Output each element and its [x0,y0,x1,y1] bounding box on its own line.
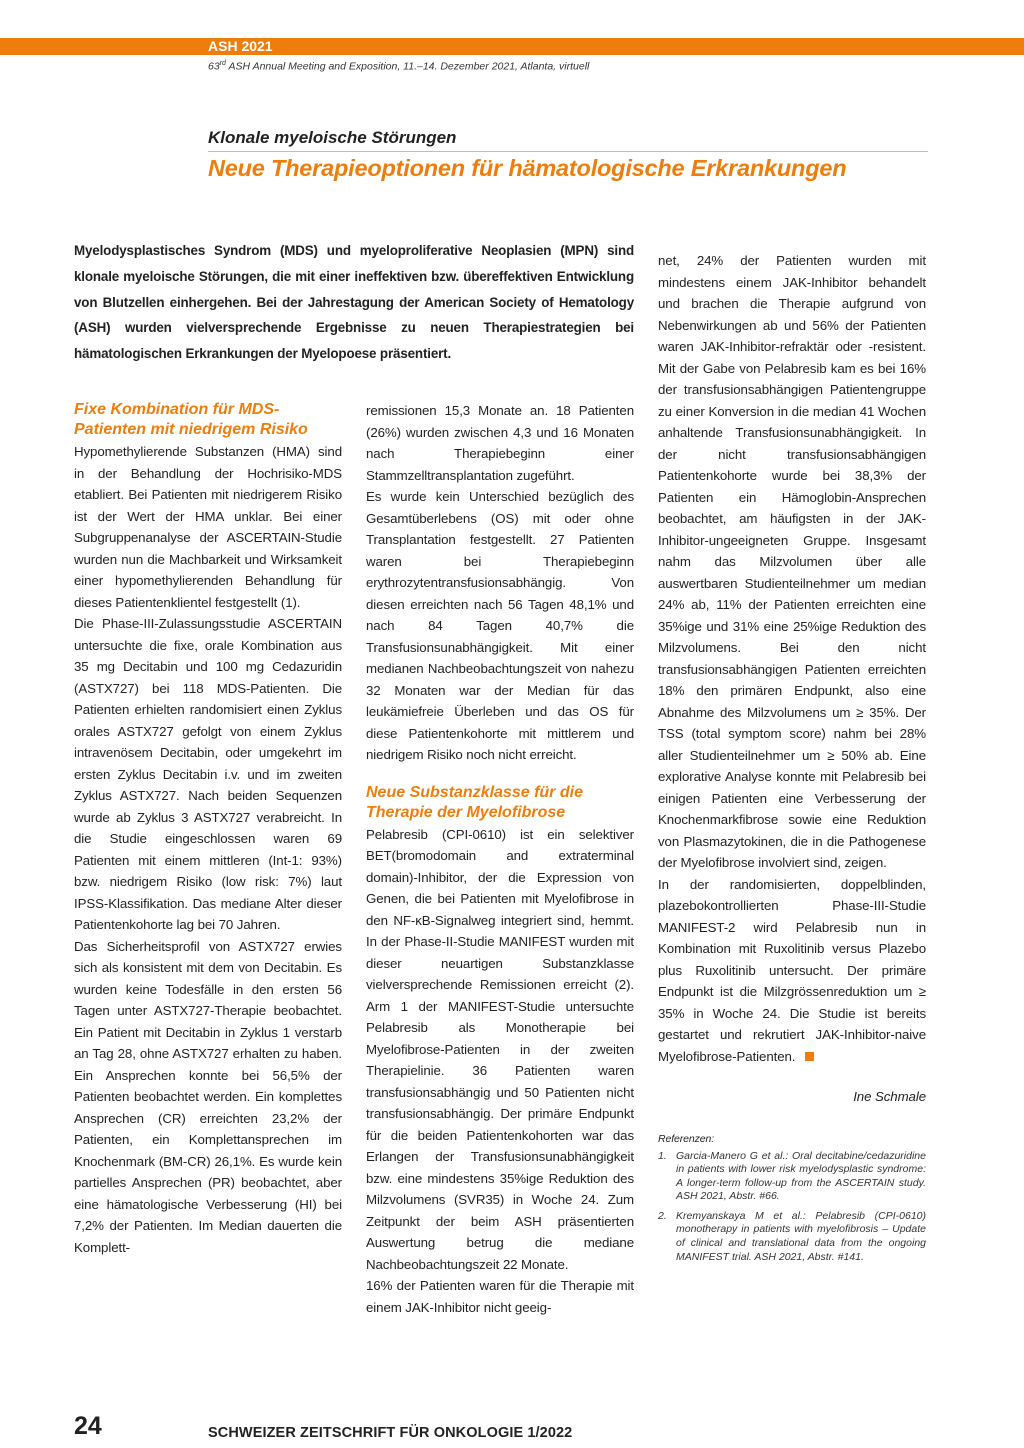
article-title: Neue Therapieoptionen für hämatologische Erkrankungen [208,155,847,181]
article-end-square-icon [805,1052,814,1061]
conference-subtitle [208,60,589,73]
author-name: Ine Schmale [853,1089,926,1104]
reference-number: 1. [658,1149,667,1162]
paragraph: remissionen 15,3 Monate an. 18 Patienten (26%) wurden zwischen 4,3 und 16 Monaten nach Therapiebeginn einer Stammzelltransplantation zugeführt. [366,403,634,483]
column-middle [366,400,634,1318]
paragraph: Die Phase-III-Zulassungsstudie ASCERTAIN untersuchte die fixe, orale Kombination aus 35 mg Decitabin und 100 mg Cedazuridin (ASTX727) bei 118 MDS-Patienten. Die Patienten erhielten randomisiert einen Zyklus orales ASTX727 gefolgt von einem Zyklus intravenösem Decitabin, oder umgekehrt im ersten Zyklus Decitabin i.v. und im zweiten Zyklus ASTX727. Nach beiden Sequenzen wurde ab Zyklus 3 ASTX727 verabreicht. In die Studie eingeschlossen waren 69 Patienten mit einem mittleren (Int-1: 93%) bzw. niedrigem Risiko (low risk: 7%) laut IPSS-Klassifikation. Das mediane Alter dieser Patientenkohorte lag bei 70 Jahren. [74,616,342,932]
references-title: Referenzen: [658,1132,715,1145]
section-label: Klonale myeloische Störungen [208,128,457,147]
article-lead: Myelodysplastisches Syndrom (MDS) und myeloproliferative Neoplasien (MPN) sind klonale myeloische Störungen, die mit einer ineffektiven bzw. übereffektiven Entwicklung von Blutzellen einhergehen. Bei der Jahrestagung der American Society of Hematology (ASH) wurden vielversprechende Ergebnisse zu neuen Therapiestrategien bei hämatologischen Erkrankungen der Myelopoese präsentiert. [74,243,634,362]
paragraph: Das Sicherheitsprofil von ASTX727 erwies sich als konsistent mit dem von Decitabin. Es wurden keine Todesfälle in den ersten 56 Tagen unter ASTX727-Therapie beobachtet. Ein Patient mit Decitabin in Zyklus 1 verstarb an Tag 28, ohne ASTX727 erhalten zu haben. Ein Ansprechen konnte bei 56,5% der Patienten beobachtet werden. Ein komplettes Ansprechen (CR) erreichten 23,2% der Patienten, ein Komplettansprechen im Knochenmark (BM-CR) 26,1%. Es wurde kein partielles Ansprechen (PR) beobachtet, aber eine hämatologische Verbesserung (HI) bei 7,2% der Patienten. Im Median dauerten die Komplett- [74,938,342,1255]
reference-text: Garcia-Manero G et al.: Oral decitabine/cedazuridine in patients with lower risk myelodysplastic syndrome: A longer-term follow-up from the ASCERTAIN study. ASH 2021, Abstr. #66. [676,1149,926,1203]
conference-ordinal: 63 [208,60,220,73]
paragraph: Hypomethylierende Substanzen (HMA) sind in der Behandlung der Hochrisiko-MDS etabliert. Bei Patienten mit niedrigerem Risiko ist der Wert der HMA unklar. Bei einer Subgruppenanalyse der ASCERTAIN-Studie wurden nun die Machbarkeit und Wirksamkeit einer hypomethylierenden Behandlung für dieses Patientenklientel festgestellt (1). [74,444,342,610]
column-left [74,400,342,1258]
journal-name: SCHWEIZER ZEITSCHRIFT FÜR ONKOLOGIE 1/2022 [208,1425,573,1441]
conference-ordinal-suffix: rd [219,60,226,67]
subheading-mds: Fixe Kombination für MDS-Patienten mit niedrigem Risiko [74,401,308,438]
reference-item [658,1210,926,1264]
section-divider [208,151,928,152]
page-number: 24 [74,1412,102,1440]
reference-item [658,1150,926,1204]
column-right [658,250,926,1270]
reference-number: 2. [658,1209,667,1222]
paragraph: Es wurde kein Unterschied bezüglich des Gesamtüberlebens (OS) mit oder ohne Transplantation festgestellt. 27 Patienten waren bei Therapiebeginn erythrozytentransfusionsabhängig. Von diesen erreichten nach 56 Tagen 48,1% und nach 84 Tagen 40,7% die Transfusionsunabhängigkeit. Mit einer medianen Nachbeobachtungszeit von nahezu 32 Monaten war der Median für das leukämiefreie Überleben und das OS für diese Patientenkohorte mit mittlerem und niedrigem Risiko noch nicht erreicht. [366,489,634,762]
paragraph: 16% der Patienten waren für die Therapie mit einem JAK-Inhibitor nicht geeig- [366,1278,634,1315]
conference-details: ASH Annual Meeting and Exposition, 11.–14. Dezember 2021, Atlanta, virtuell [225,60,590,73]
paragraph: net, 24% der Patienten wurden mit mindestens einem JAK-Inhibitor behandelt und brachen die Therapie aufgrund von Nebenwirkungen ab und 56% der Patienten waren JAK-Inhibitor-refraktär oder -resistent. Mit der Gabe von Pelabresib kam es bei 16% der transfusionsabhängigen Patientengruppe zu einer Konversion in die median 41 Wochen anhaltende Transfusionsunabhängigkeit. In der nicht transfusionsabhängigen Patientenkohorte wurde bei 38,3% der Patienten ein Hämoglobin-Ansprechen beobachtet, am häufigsten in der JAK-Inhibitor-ungeeigneten Gruppe. Insgesamt nahm das Milzvolumen über alle auswertbaren Studienteilnehmer um median 24% ab, 11% der Patienten erreichten eine 35%ige und 31% eine 25%ige Reduktion des Milzvolumens. Bei den nicht transfusionsabhängigen Patienten erreichten 18% den primären Endpunkt, also eine Abnahme des Milzvolumens um ≥ 35%. Der TSS (total symptom score) nahm bei 28% aller Studienteilnehmer um ≥ 50% ab. Eine explorative Analyse konnte mit Pelabresib bei einigen Patienten eine Verbesserung der Knochenmarkfibrose sowie eine Reduktion von Plasmazytokinen, die in die Pathogenese der Myelofibrose involviert sind, zeigen. [658,253,926,870]
paragraph: Pelabresib (CPI-0610) ist ein selektiver BET(bromodomain and extraterminal domain)-Inhibitor, der die Expression von Genen, die bei Patienten mit Myelofibrose in den NF-κB-Signalweg integriert sind, hemmt. In der Phase-II-Studie MANIFEST wurden mit dieser neuartigen Substanzklasse vielversprechende Remissionen erreicht (2). Arm 1 der MANIFEST-Studie untersuchte Pelabresib als Monotherapie bei Myelofibrose-Patienten in der zweiten Therapielinie. 36 Patienten waren transfusionsabhängig und 50 Patienten nicht transfusionsabhängig. Der primäre Endpunkt für die beiden Patientenkohorten war das Erlangen der Transfusionsunabhängigkeit bzw. eine mindestens 35%ige Reduktion des Milzvolumens (SVR35) in Woche 24. Zum Zeitpunkt der beim ASH präsentierten Auswertung betrug die mediane Nachbeobachtungszeit 22 Monate. [366,826,634,1272]
paragraph-final-text: In der randomisierten, doppelblinden, plazebokontrollierten Phase-III-Studie MANIFEST-2 wird Pelabresib nun in Kombination mit Ruxolitinib versus Plazebo plus Ruxolitinib untersucht. Der primäre Endpunkt ist die Milzgrössenreduktion um ≥ 35% in Woche 24. Die Studie ist bereits gestartet und rekrutiert JAK-Inhibitor-naive Myelofibrose-Patienten. [658,876,926,1064]
header-accent-bar [0,38,1024,55]
paragraph-final [658,874,926,1068]
subheading-myelofibrose: Neue Substanzklasse für die Therapie der Myelofibrose [366,783,583,821]
reference-text: Kremyanskaya M et al.: Pelabresib (CPI-0610) monotherapy in patients with myelofibrosis – Update of clinical and translational data from the ongoing MANIFEST trial. ASH 2021, Abstr. #141. [676,1209,926,1263]
references-list [658,1150,926,1265]
conference-name: ASH 2021 [208,38,273,54]
